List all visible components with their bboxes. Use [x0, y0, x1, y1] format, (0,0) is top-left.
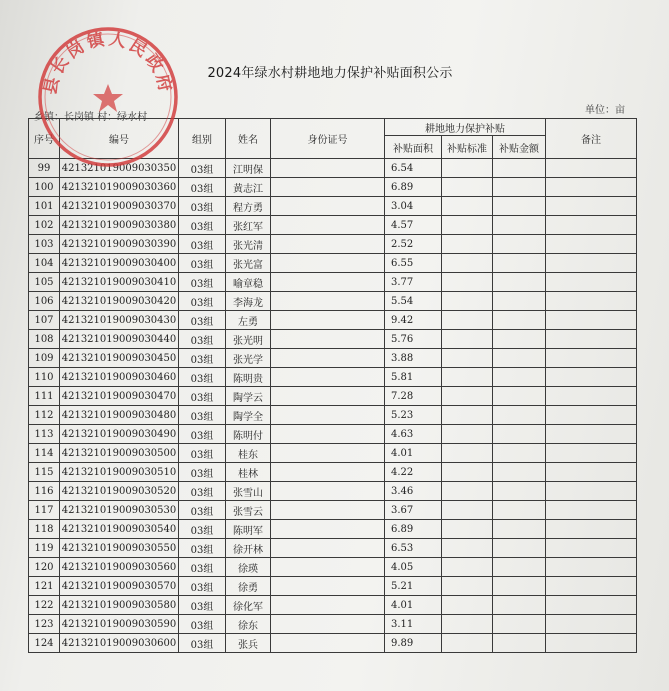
- cell-amount: [493, 273, 546, 292]
- cell-code: 421321019009030540: [60, 520, 179, 539]
- cell-note: [546, 482, 637, 501]
- cell-amount: [493, 197, 546, 216]
- cell-note: [546, 577, 637, 596]
- cell-code: 421321019009030390: [60, 235, 179, 254]
- cell-standard: [442, 368, 493, 387]
- cell-standard: [442, 406, 493, 425]
- cell-note: [546, 425, 637, 444]
- cell-id-number: [271, 577, 385, 596]
- cell-id-number: [271, 615, 385, 634]
- cell-id-number: [271, 520, 385, 539]
- header-id-number: 身份证号: [271, 119, 385, 159]
- cell-seq: 115: [29, 463, 60, 482]
- cell-standard: [442, 520, 493, 539]
- cell-group: 03组: [179, 615, 226, 634]
- cell-amount: [493, 387, 546, 406]
- cell-id-number: [271, 311, 385, 330]
- table-row: [29, 501, 637, 520]
- cell-amount: [493, 311, 546, 330]
- cell-id-number: [271, 482, 385, 501]
- cell-id-number: [271, 178, 385, 197]
- cell-id-number: [271, 463, 385, 482]
- cell-amount: [493, 330, 546, 349]
- cell-amount: [493, 178, 546, 197]
- cell-amount: [493, 558, 546, 577]
- cell-code: 421321019009030520: [60, 482, 179, 501]
- cell-code: 421321019009030550: [60, 539, 179, 558]
- cell-area: 4.63: [385, 425, 442, 444]
- cell-group: 03组: [179, 311, 226, 330]
- cell-standard: [442, 273, 493, 292]
- cell-standard: [442, 444, 493, 463]
- cell-standard: [442, 254, 493, 273]
- cell-area: 6.54: [385, 159, 442, 178]
- table-row: [29, 634, 637, 653]
- cell-note: [546, 368, 637, 387]
- table-row: [29, 615, 637, 634]
- table-row: [29, 368, 637, 387]
- cell-group: 03组: [179, 539, 226, 558]
- table-row: [29, 311, 637, 330]
- cell-name: 左勇: [226, 311, 271, 330]
- cell-name: 江明保: [226, 159, 271, 178]
- cell-group: 03组: [179, 634, 226, 653]
- cell-group: 03组: [179, 577, 226, 596]
- cell-group: 03组: [179, 482, 226, 501]
- cell-group: 03组: [179, 254, 226, 273]
- cell-amount: [493, 596, 546, 615]
- cell-standard: [442, 197, 493, 216]
- cell-seq: 116: [29, 482, 60, 501]
- cell-code: 421321019009030380: [60, 216, 179, 235]
- cell-group: 03组: [179, 235, 226, 254]
- cell-group: 03组: [179, 197, 226, 216]
- cell-id-number: [271, 425, 385, 444]
- cell-name: 张雪云: [226, 501, 271, 520]
- cell-code: 421321019009030370: [60, 197, 179, 216]
- cell-seq: 124: [29, 634, 60, 653]
- cell-code: 421321019009030350: [60, 159, 179, 178]
- table-row: [29, 463, 637, 482]
- header-amount: 补贴金额: [493, 136, 546, 159]
- cell-group: 03组: [179, 216, 226, 235]
- cell-name: 张光富: [226, 254, 271, 273]
- cell-id-number: [271, 216, 385, 235]
- cell-id-number: [271, 634, 385, 653]
- cell-code: 421321019009030570: [60, 577, 179, 596]
- cell-code: 421321019009030510: [60, 463, 179, 482]
- cell-seq: 117: [29, 501, 60, 520]
- cell-seq: 118: [29, 520, 60, 539]
- cell-seq: 110: [29, 368, 60, 387]
- cell-name: 徐开林: [226, 539, 271, 558]
- table-row: [29, 292, 637, 311]
- table-row: [29, 273, 637, 292]
- cell-code: 421321019009030580: [60, 596, 179, 615]
- cell-note: [546, 387, 637, 406]
- cell-area: 3.04: [385, 197, 442, 216]
- cell-seq: 111: [29, 387, 60, 406]
- cell-amount: [493, 444, 546, 463]
- cell-group: 03组: [179, 292, 226, 311]
- cell-seq: 108: [29, 330, 60, 349]
- table-body: [29, 159, 637, 653]
- cell-id-number: [271, 349, 385, 368]
- location-line: 乡镇：长岗镇 村：绿水村: [34, 112, 148, 123]
- cell-id-number: [271, 444, 385, 463]
- cell-code: 421321019009030470: [60, 387, 179, 406]
- header-group: 组别: [179, 119, 226, 159]
- cell-note: [546, 178, 637, 197]
- cell-standard: [442, 425, 493, 444]
- cell-note: [546, 596, 637, 615]
- cell-area: 4.22: [385, 463, 442, 482]
- cell-seq: 101: [29, 197, 60, 216]
- cell-area: 4.01: [385, 444, 442, 463]
- cell-seq: 113: [29, 425, 60, 444]
- cell-area: 6.89: [385, 520, 442, 539]
- cell-code: 421321019009030480: [60, 406, 179, 425]
- header-code: 编号: [60, 119, 179, 159]
- cell-code: 421321019009030460: [60, 368, 179, 387]
- cell-code: 421321019009030430: [60, 311, 179, 330]
- cell-note: [546, 444, 637, 463]
- cell-name: 徐东: [226, 615, 271, 634]
- cell-name: 张兵: [226, 634, 271, 653]
- cell-seq: 100: [29, 178, 60, 197]
- cell-area: 5.81: [385, 368, 442, 387]
- cell-seq: 123: [29, 615, 60, 634]
- cell-name: 张光学: [226, 349, 271, 368]
- cell-group: 03组: [179, 558, 226, 577]
- table-row: [29, 482, 637, 501]
- cell-amount: [493, 349, 546, 368]
- cell-id-number: [271, 159, 385, 178]
- cell-code: 421321019009030500: [60, 444, 179, 463]
- cell-area: 3.11: [385, 615, 442, 634]
- cell-name: 张光清: [226, 235, 271, 254]
- cell-area: 3.67: [385, 501, 442, 520]
- cell-note: [546, 216, 637, 235]
- table-row: [29, 235, 637, 254]
- cell-area: 3.77: [385, 273, 442, 292]
- cell-seq: 102: [29, 216, 60, 235]
- cell-id-number: [271, 501, 385, 520]
- cell-seq: 105: [29, 273, 60, 292]
- cell-id-number: [271, 558, 385, 577]
- cell-name: 张雪山: [226, 482, 271, 501]
- cell-name: 陈明贵: [226, 368, 271, 387]
- cell-note: [546, 520, 637, 539]
- table-row: [29, 444, 637, 463]
- cell-standard: [442, 634, 493, 653]
- cell-amount: [493, 615, 546, 634]
- cell-name: 黄志江: [226, 178, 271, 197]
- cell-seq: 120: [29, 558, 60, 577]
- cell-code: 421321019009030490: [60, 425, 179, 444]
- cell-standard: [442, 311, 493, 330]
- cell-seq: 112: [29, 406, 60, 425]
- table-row: [29, 159, 637, 178]
- cell-group: 03组: [179, 178, 226, 197]
- cell-name: 徐勇: [226, 577, 271, 596]
- cell-group: 03组: [179, 273, 226, 292]
- table-row: [29, 254, 637, 273]
- cell-amount: [493, 406, 546, 425]
- cell-code: 421321019009030600: [60, 634, 179, 653]
- cell-group: 03组: [179, 368, 226, 387]
- cell-group: 03组: [179, 463, 226, 482]
- table-row: [29, 425, 637, 444]
- cell-group: 03组: [179, 349, 226, 368]
- cell-note: [546, 501, 637, 520]
- cell-name: 喻章稳: [226, 273, 271, 292]
- table-row: [29, 577, 637, 596]
- cell-amount: [493, 539, 546, 558]
- cell-id-number: [271, 235, 385, 254]
- table-row: [29, 330, 637, 349]
- cell-id-number: [271, 254, 385, 273]
- cell-group: 03组: [179, 444, 226, 463]
- cell-name: 桂林: [226, 463, 271, 482]
- cell-code: 421321019009030450: [60, 349, 179, 368]
- cell-code: 421321019009030360: [60, 178, 179, 197]
- cell-name: 张光明: [226, 330, 271, 349]
- cell-name: 陈明付: [226, 425, 271, 444]
- cell-name: 张红军: [226, 216, 271, 235]
- cell-note: [546, 159, 637, 178]
- cell-note: [546, 558, 637, 577]
- cell-name: 陶学云: [226, 387, 271, 406]
- cell-note: [546, 273, 637, 292]
- cell-seq: 119: [29, 539, 60, 558]
- cell-id-number: [271, 406, 385, 425]
- cell-amount: [493, 368, 546, 387]
- cell-standard: [442, 577, 493, 596]
- cell-seq: 106: [29, 292, 60, 311]
- cell-amount: [493, 235, 546, 254]
- cell-area: 9.89: [385, 634, 442, 653]
- cell-name: 陶学全: [226, 406, 271, 425]
- table-row: [29, 197, 637, 216]
- cell-amount: [493, 577, 546, 596]
- cell-note: [546, 349, 637, 368]
- cell-area: 5.21: [385, 577, 442, 596]
- cell-code: 421321019009030420: [60, 292, 179, 311]
- cell-seq: 109: [29, 349, 60, 368]
- cell-seq: 121: [29, 577, 60, 596]
- cell-seq: 104: [29, 254, 60, 273]
- table-row: [29, 558, 637, 577]
- cell-name: 徐化军: [226, 596, 271, 615]
- table-row: [29, 387, 637, 406]
- cell-group: 03组: [179, 520, 226, 539]
- cell-amount: [493, 520, 546, 539]
- cell-group: 03组: [179, 387, 226, 406]
- cell-id-number: [271, 539, 385, 558]
- cell-note: [546, 330, 637, 349]
- cell-standard: [442, 596, 493, 615]
- cell-standard: [442, 501, 493, 520]
- cell-code: 421321019009030440: [60, 330, 179, 349]
- cell-code: 421321019009030410: [60, 273, 179, 292]
- cell-standard: [442, 349, 493, 368]
- document-title: 2024年绿水村耕地地力保护补贴面积公示: [207, 66, 453, 81]
- cell-seq: 122: [29, 596, 60, 615]
- cell-standard: [442, 216, 493, 235]
- table-row: [29, 406, 637, 425]
- cell-name: 桂东: [226, 444, 271, 463]
- cell-seq: 103: [29, 235, 60, 254]
- table-row: [29, 216, 637, 235]
- cell-note: [546, 235, 637, 254]
- cell-area: 5.54: [385, 292, 442, 311]
- cell-group: 03组: [179, 330, 226, 349]
- cell-seq: 99: [29, 159, 60, 178]
- cell-standard: [442, 482, 493, 501]
- cell-id-number: [271, 368, 385, 387]
- cell-id-number: [271, 330, 385, 349]
- cell-seq: 114: [29, 444, 60, 463]
- cell-name: 程方勇: [226, 197, 271, 216]
- cell-standard: [442, 178, 493, 197]
- cell-seq: 107: [29, 311, 60, 330]
- cell-standard: [442, 615, 493, 634]
- cell-area: 3.88: [385, 349, 442, 368]
- stamp-text: 县长岗镇人民政府: [40, 29, 176, 97]
- cell-id-number: [271, 197, 385, 216]
- cell-note: [546, 254, 637, 273]
- cell-note: [546, 634, 637, 653]
- table-header: [29, 119, 637, 159]
- cell-amount: [493, 216, 546, 235]
- cell-area: 9.42: [385, 311, 442, 330]
- cell-note: [546, 463, 637, 482]
- header-standard: 补贴标准: [442, 136, 493, 159]
- cell-area: 4.01: [385, 596, 442, 615]
- cell-id-number: [271, 387, 385, 406]
- cell-amount: [493, 463, 546, 482]
- cell-amount: [493, 159, 546, 178]
- cell-name: 李海龙: [226, 292, 271, 311]
- cell-group: 03组: [179, 596, 226, 615]
- table-row: [29, 520, 637, 539]
- cell-area: 6.55: [385, 254, 442, 273]
- cell-amount: [493, 292, 546, 311]
- cell-standard: [442, 558, 493, 577]
- cell-name: 陈明军: [226, 520, 271, 539]
- table-row: [29, 596, 637, 615]
- cell-note: [546, 615, 637, 634]
- table-row: [29, 349, 637, 368]
- cell-amount: [493, 501, 546, 520]
- cell-code: 421321019009030530: [60, 501, 179, 520]
- cell-standard: [442, 463, 493, 482]
- cell-area: 7.28: [385, 387, 442, 406]
- cell-code: 421321019009030560: [60, 558, 179, 577]
- cell-area: 6.53: [385, 539, 442, 558]
- cell-area: 4.05: [385, 558, 442, 577]
- cell-group: 03组: [179, 425, 226, 444]
- cell-standard: [442, 235, 493, 254]
- header-subsidy-group: 耕地地力保护补贴: [385, 119, 546, 136]
- subsidy-table: [28, 118, 637, 653]
- cell-area: 4.57: [385, 216, 442, 235]
- cell-code: 421321019009030590: [60, 615, 179, 634]
- header-note: 备注: [546, 119, 637, 159]
- cell-standard: [442, 539, 493, 558]
- cell-name: 徐瑛: [226, 558, 271, 577]
- cell-note: [546, 292, 637, 311]
- cell-id-number: [271, 292, 385, 311]
- table-row: [29, 178, 637, 197]
- cell-standard: [442, 330, 493, 349]
- cell-area: 5.76: [385, 330, 442, 349]
- table-row: [29, 539, 637, 558]
- header-name: 姓名: [226, 119, 271, 159]
- cell-standard: [442, 292, 493, 311]
- cell-id-number: [271, 273, 385, 292]
- cell-note: [546, 197, 637, 216]
- cell-amount: [493, 482, 546, 501]
- cell-area: 3.46: [385, 482, 442, 501]
- cell-amount: [493, 425, 546, 444]
- cell-note: [546, 406, 637, 425]
- unit-label: 单位：亩: [585, 105, 625, 116]
- header-area: 补贴面积: [385, 136, 442, 159]
- cell-id-number: [271, 596, 385, 615]
- cell-code: 421321019009030400: [60, 254, 179, 273]
- cell-amount: [493, 254, 546, 273]
- cell-standard: [442, 387, 493, 406]
- cell-area: 5.23: [385, 406, 442, 425]
- cell-group: 03组: [179, 159, 226, 178]
- cell-note: [546, 539, 637, 558]
- cell-standard: [442, 159, 493, 178]
- cell-group: 03组: [179, 501, 226, 520]
- cell-amount: [493, 634, 546, 653]
- cell-area: 6.89: [385, 178, 442, 197]
- header-seq: 序号: [29, 119, 60, 159]
- cell-area: 2.52: [385, 235, 442, 254]
- cell-note: [546, 311, 637, 330]
- cell-group: 03组: [179, 406, 226, 425]
